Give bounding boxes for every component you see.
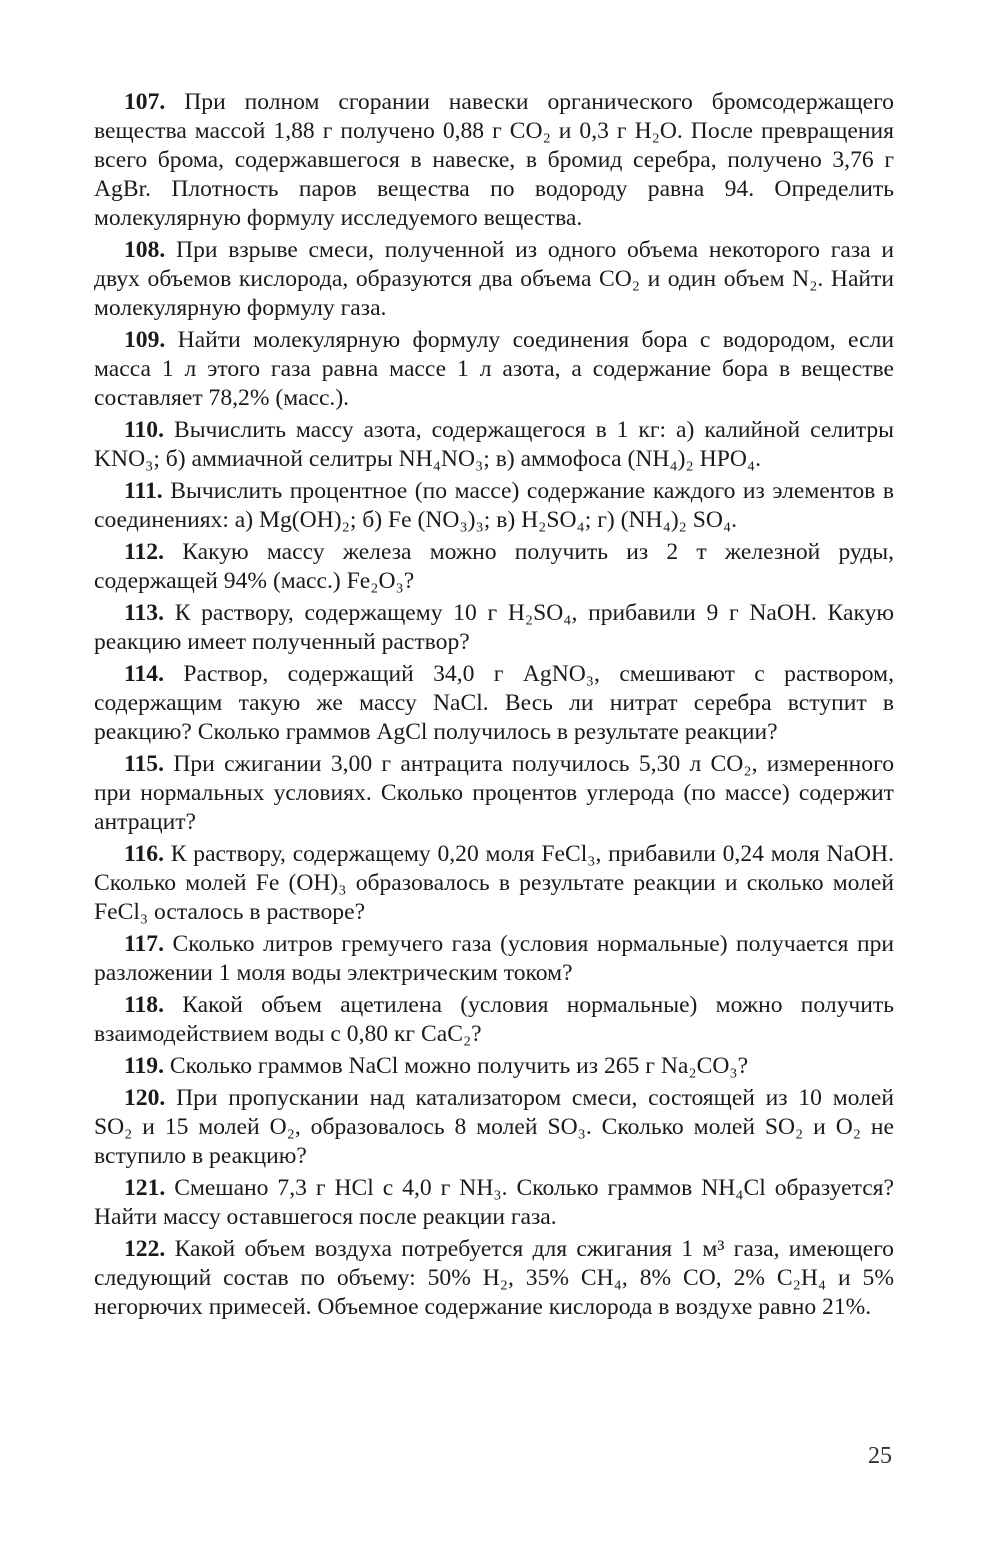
problem-text: Какую массу железа можно получить из 2 т железной руды, содержащей 94% (масс.) Fe₂O₃?	[94, 539, 894, 594]
problem-number: 107.	[124, 89, 166, 115]
problem-text: К раствору, содержащему 10 г H₂SO₄, прибавили 9 г NaOH. Какую реакцию имеет полученный раствор?	[94, 600, 894, 655]
problem-119	[94, 1052, 894, 1081]
problem-number: 122.	[124, 1236, 166, 1262]
problem-text: При пропускании над катализатором смеси, состоящей из 10 молей SO₂ и 15 молей O₂, образовалось 8 молей SO₃. Сколько молей SO₂ и O₂ не вступило в реакцию?	[94, 1085, 894, 1169]
problem-122	[94, 1235, 894, 1322]
problems-list	[94, 88, 894, 1325]
problem-text: Сколько граммов NaCl можно получить из 265 г Na₂CO₃?	[169, 1053, 749, 1079]
problem-number: 109.	[124, 327, 166, 353]
problem-text: К раствору, содержащему 0,20 моля FeCl₃, прибавили 0,24 моля NaOH. Сколько молей Fe (OH)₃ образовалось в результате реакции и сколько молей FeCl₃ осталось в растворе?	[94, 841, 894, 925]
problem-text: Какой объем воздуха потребуется для сжигания 1 м³ газа, имеющего следующий состав по объему: 50% H₂, 35% CH₄, 8% CO, 2% C₂H₄ и 5% негорючих примесей. Объемное содержание кислорода в воздухе равно 21%.	[94, 1236, 894, 1320]
problem-number: 114.	[124, 661, 164, 687]
problem-number: 121.	[124, 1175, 166, 1201]
problem-number: 119.	[124, 1053, 164, 1079]
problem-number: 111.	[124, 478, 163, 504]
problem-118	[94, 991, 894, 1049]
problem-number: 120.	[124, 1085, 166, 1111]
problem-number: 118.	[124, 992, 164, 1018]
problem-number: 108.	[124, 237, 166, 263]
problem-number: 116.	[124, 841, 164, 867]
problem-121	[94, 1174, 894, 1232]
problem-number: 112.	[124, 539, 164, 565]
problem-text: Найти молекулярную формулу соединения бора с водородом, если масса 1 л этого газа равна массе 1 л азота, а содержание бора в веществе составляет 78,2% (масс.).	[94, 327, 894, 411]
problem-number: 113.	[124, 600, 164, 626]
problem-109	[94, 326, 894, 413]
problem-108	[94, 236, 894, 323]
problem-text: При взрыве смеси, полученной из одного объема некоторого газа и двух объемов кислорода, образуются два объема CO₂ и один объем N₂. Найти молекулярную формулу газа.	[94, 237, 894, 321]
problem-110	[94, 416, 894, 474]
problem-text: При полном сгорании навески органического бромсодержащего вещества массой 1,88 г получено 0,88 г CO₂ и 0,3 г H₂O. После превращения всего брома, содержавшегося в навеске, в бромид серебра, получено 3,76 г AgBr. Плотность паров вещества по водороду равна 94. Определить молекулярную формулу исследуемого вещества.	[94, 89, 894, 231]
problem-text: Сколько литров гремучего газа (условия нормальные) получается при разложении 1 моля воды электрическим током?	[94, 931, 894, 986]
problem-number: 117.	[124, 931, 164, 957]
problem-113	[94, 599, 894, 657]
problem-116	[94, 840, 894, 927]
problem-text: При сжигании 3,00 г антрацита получилось 5,30 л CO₂, измеренного при нормальных условиях. Сколько процентов углерода (по массе) содержит антрацит?	[94, 751, 894, 835]
problem-text: Раствор, содержащий 34,0 г AgNO₃, смешивают с раствором, содержащим такую же массу NaCl. Весь ли нитрат серебра вступит в реакцию? Сколько граммов AgCl получилось в результате реакции?	[94, 661, 894, 745]
problem-text: Вычислить процентное (по массе) содержание каждого из элементов в соединениях: а) Mg(OH)₂; б) Fe (NO₃)₃; в) H₂SO₄; г) (NH₄)₂ SO₄.	[94, 478, 894, 533]
problem-text: Смешано 7,3 г HCl с 4,0 г NH₃. Сколько граммов NH₄Cl образуется? Найти массу оставшегося после реакции газа.	[94, 1175, 894, 1230]
problem-112	[94, 538, 894, 596]
page-number: 25	[868, 1443, 892, 1469]
problem-115	[94, 750, 894, 837]
problem-111	[94, 477, 894, 535]
problem-text: Вычислить массу азота, содержащегося в 1 кг: а) калийной селитры KNO₃; б) аммиачной селитры NH₄NO₃; в) аммофоса (NH₄)₂ HPO₄.	[94, 417, 894, 472]
problem-number: 110.	[124, 417, 164, 443]
problem-107	[94, 88, 894, 233]
problem-120	[94, 1084, 894, 1171]
problem-117	[94, 930, 894, 988]
problem-114	[94, 660, 894, 747]
problem-text: Какой объем ацетилена (условия нормальные) можно получить взаимодействием воды с 0,80 кг CaC₂?	[94, 992, 894, 1047]
problem-number: 115.	[124, 751, 164, 777]
